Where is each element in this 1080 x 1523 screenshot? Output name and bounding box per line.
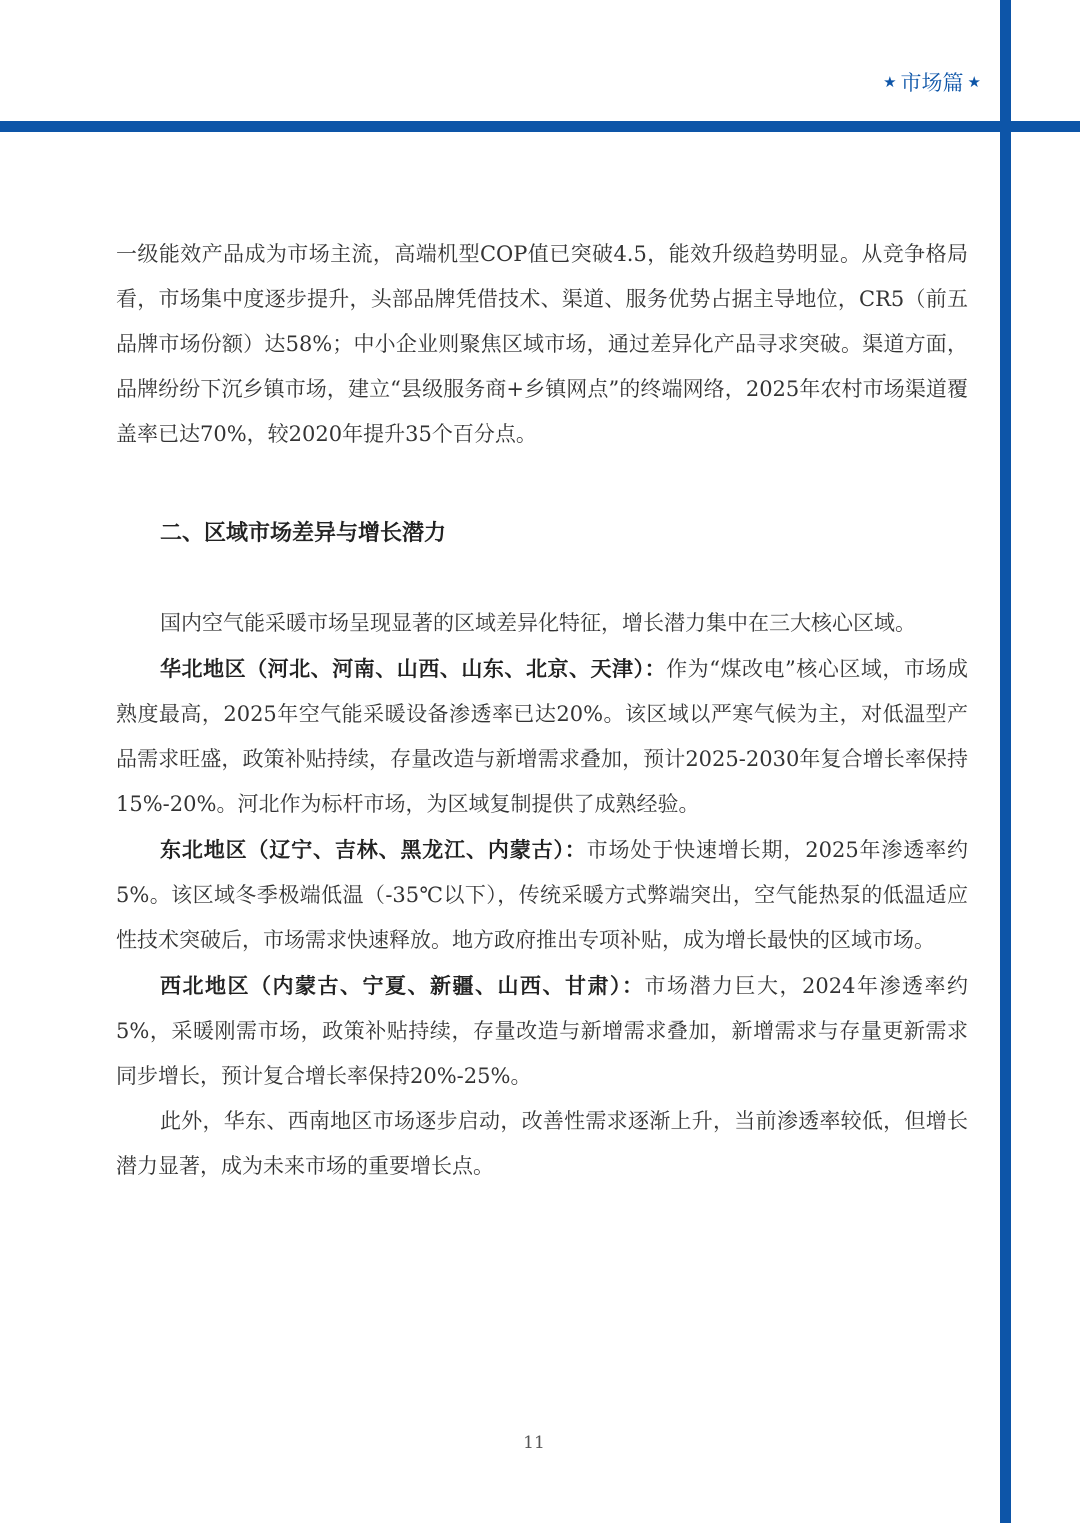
section-tag-label: 市场篇 bbox=[900, 71, 964, 95]
closing-paragraph: 此外，华东、西南地区市场逐步启动，改善性需求逐渐上升，当前渗透率较低，但增长潜力显著，成为未来市场的重要增长点。 bbox=[116, 1109, 968, 1178]
region-name: 东北地区（辽宁、吉林、黑龙江、内蒙古）： bbox=[160, 837, 587, 862]
section-tag bbox=[879, 66, 985, 98]
page-number: 11 bbox=[523, 1433, 545, 1453]
region-text: 作为“煤改电”核心区域，市场成熟度最高，2025年空气能采暖设备渗透率已达20%。该区域以严寒气候为主，对低温型产品需求旺盛，政策补贴持续，存量改造与新增需求叠加，预计2025-2030年复合增长率保持15%-20%。河北作为标杆市场，为区域复制提供了成熟经验。 bbox=[116, 657, 968, 816]
horizontal-accent-bar bbox=[0, 121, 1080, 132]
section-heading: 二、区域市场差异与增长潜力 bbox=[160, 520, 447, 546]
page-content bbox=[116, 232, 968, 1189]
region-name: 华北地区（河北、河南、山西、山东、北京、天津）： bbox=[160, 656, 667, 681]
intro-paragraph: 一级能效产品成为市场主流，高端机型COP值已突破4.5，能效升级趋势明显。从竞争格局看，市场集中度逐步提升，头部品牌凭借技术、渠道、服务优势占据主导地位，CR5（前五品牌市场份额）达58%；中小企业则聚焦区域市场，通过差异化产品寻求突破。渠道方面，品牌纷纷下沉乡镇市场，建立“县级服务商+乡镇网点”的终端网络，2025年农村市场渠道覆盖率已达70%，较2020年提升35个百分点。 bbox=[116, 242, 968, 446]
region-paragraph-northeast bbox=[116, 827, 968, 963]
region-paragraph-northwest bbox=[116, 963, 968, 1099]
region-name: 西北地区（内蒙古、宁夏、新疆、山西、甘肃）： bbox=[160, 973, 645, 998]
star-icon: ★ bbox=[967, 73, 981, 91]
region-text: 市场处于快速增长期，2025年渗透率约5%。该区域冬季极端低温（-35℃以下），传统采暖方式弊端突出，空气能热泵的低温适应性技术突破后，市场需求快速释放。地方政府推出专项补贴，成为增长最快的区域市场。 bbox=[116, 838, 968, 952]
star-icon: ★ bbox=[883, 73, 897, 91]
vertical-accent-bar bbox=[1000, 0, 1011, 1523]
region-text: 市场潜力巨大，2024年渗透率约5%，采暖刚需市场，政策补贴持续，存量改造与新增需求叠加，新增需求与存量更新需求同步增长，预计复合增长率保持20%-25%。 bbox=[116, 974, 968, 1088]
region-paragraph-north-china bbox=[116, 646, 968, 827]
lead-paragraph: 国内空气能采暖市场呈现显著的区域差异化特征，增长潜力集中在三大核心区域。 bbox=[160, 611, 916, 635]
